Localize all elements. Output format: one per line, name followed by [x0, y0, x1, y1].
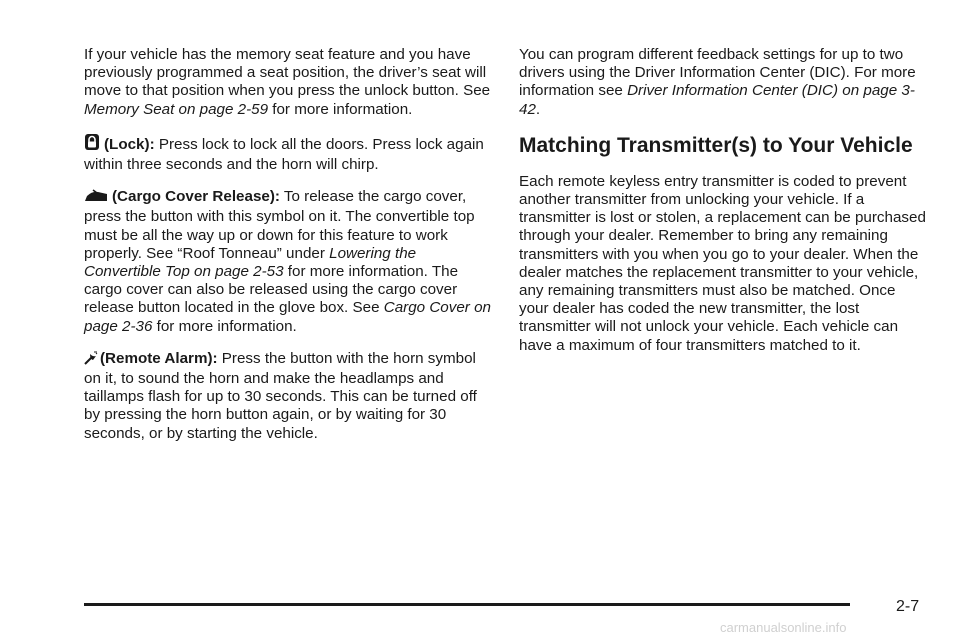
remote-alarm-paragraph: (Remote Alarm): Press the button with the horn symbol on it, to sound the horn and make the headlamps and taillamps flash for up to 30 seconds. This can be turned off by pressing the horn button again, or by waiting for 30 seconds, or by starting the vehicle. [84, 349, 477, 442]
remote-alarm-term: (Remote Alarm): [100, 349, 218, 367]
section-heading: Matching Transmitter(s) to Your Vehicle [519, 133, 913, 157]
lock-term: (Lock): [104, 135, 155, 153]
page-number: 2-7 [896, 598, 920, 615]
cargo-cover-link[interactable]: Cargo Cover on page 2-36 [84, 299, 491, 335]
dic-link[interactable]: Driver Information Center (DIC) on page 3-42 [519, 82, 915, 118]
lock-icon [84, 133, 100, 156]
horn-icon [84, 351, 98, 370]
dic-paragraph: You can program different feedback settings for up to two drivers using the Driver Information Center (DIC). For more information see Driver Information Center (DIC) on page 3-42. [519, 46, 916, 118]
right-column [519, 46, 927, 369]
lowering-top-link[interactable]: Lowering the Convertible Top on page 2-53 [84, 244, 417, 281]
cargo-cover-term: (Cargo Cover Release): [112, 188, 280, 206]
watermark: carmanualsonline.info [720, 620, 847, 635]
memory-seat-paragraph: If your vehicle has the memory seat feature and you have previously programmed a seat position, the driver’s seat will move to that position when you press the unlock button. See Memory Seat on page 2-59 for more information. [84, 46, 491, 118]
cargo-cover-paragraph: (Cargo Cover Release): To release the cargo cover, press the button with this symbol on it. The convertible top must be all the way up or down for this feature to work properly. See “Roof Tonneau” under Lowering the Convertible Top on page 2-53 for more information. The cargo cover can also be released using the cargo cover release button located in the glove box. See Cargo Cover on page 2-36 for more information. [84, 188, 491, 335]
footer-rule [84, 603, 850, 606]
cargo-cover-icon [84, 189, 108, 208]
left-column [84, 46, 496, 457]
lock-paragraph: (Lock): Press lock to lock all the doors. Press lock again within three seconds and the horn will chirp. [84, 133, 496, 174]
memory-seat-link[interactable]: Memory Seat on page 2-59 [84, 100, 269, 118]
transmitter-paragraph: Each remote keyless entry transmitter is coded to prevent another transmitter from unlocking your vehicle. If a transmitter is lost or stolen, a replacement can be purchased through your dealer. Remember to bring any remaining transmitters with you when you go to your dealer. When the dealer matches the replacement transmitter to your vehicle, any remaining transmitters must also be matched. Once your dealer has coded the new transmitter, the lost transmitter will not unlock your vehicle. Each vehicle can have a maximum of four transmitters matched to it. [519, 172, 926, 354]
